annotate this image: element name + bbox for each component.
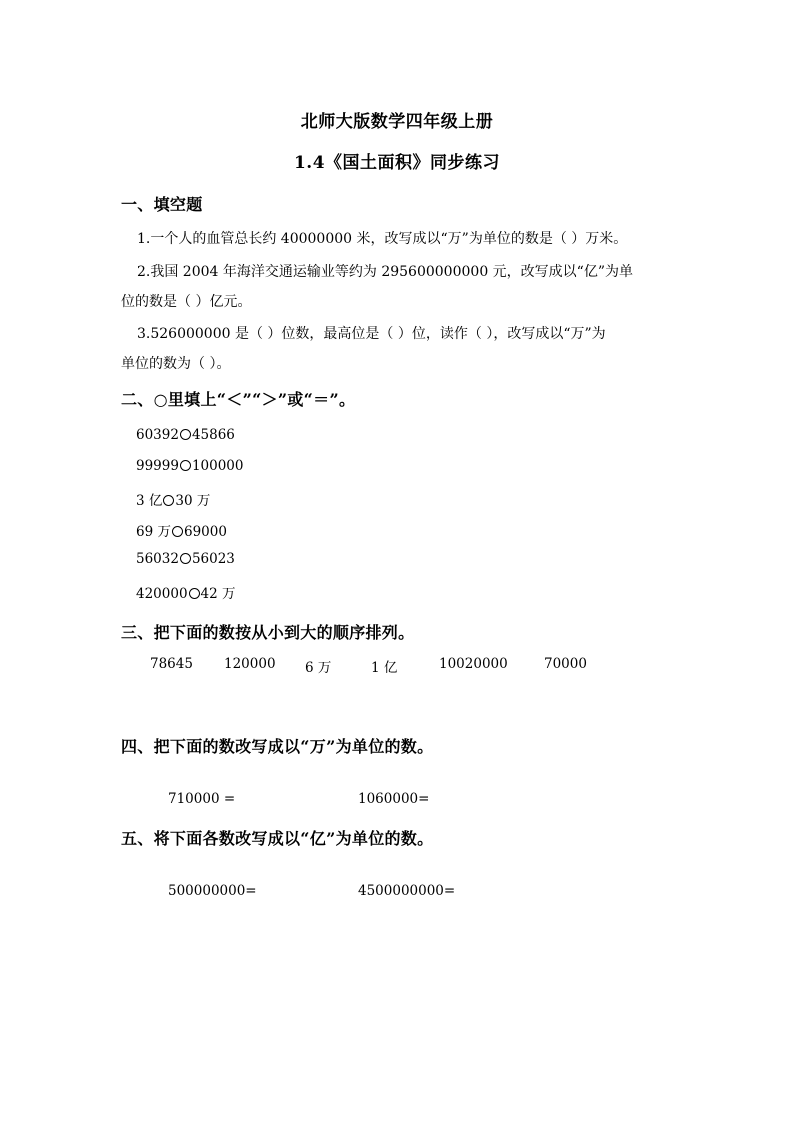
comparison-left: 60392 xyxy=(136,427,179,443)
question-2-line-2: 位的数是（ ）亿元。 xyxy=(121,294,252,310)
document-title: 北师大版数学四年级上册 xyxy=(300,112,494,132)
section-3-heading: 三、把下面的数按从小到大的顺序排列。 xyxy=(121,623,415,642)
number-item: 120000 xyxy=(224,656,276,672)
comparison-left: 99999 xyxy=(136,458,179,474)
rewrite-item: 500000000= xyxy=(168,883,257,899)
rewrite-item: 4500000000= xyxy=(358,883,456,899)
rewrite-item: 710000 = xyxy=(168,791,236,807)
answer-circle-icon[interactable] xyxy=(163,495,174,506)
number-item: 70000 xyxy=(544,656,587,672)
comparison-right: 100000 xyxy=(191,458,244,474)
number-item: 10020000 xyxy=(439,656,508,672)
comparison-left: 69 万 xyxy=(136,524,171,540)
question-1: 1.一个人的血管总长约 40000000 米，改写成以“万”为单位的数是（ ）万米。 xyxy=(137,231,628,247)
question-3-line-1: 3.526000000 是（ ）位数，最高位是（ ）位，读作（ ），改写成以“万”为 xyxy=(137,326,606,342)
comparison-left: 3 亿 xyxy=(136,493,163,509)
comparison-item xyxy=(136,489,210,509)
answer-circle-icon[interactable] xyxy=(180,553,191,564)
comparison-right: 45866 xyxy=(191,427,235,443)
document-subtitle: 1.4《国土面积》同步练习 xyxy=(293,153,501,173)
section-4-heading: 四、把下面的数改写成以“万”为单位的数。 xyxy=(121,737,434,756)
comparison-right: 56023 xyxy=(191,551,235,567)
number-item: 6 万 xyxy=(305,660,332,676)
answer-circle-icon[interactable] xyxy=(172,526,183,537)
comparison-right: 69000 xyxy=(183,524,227,540)
comparison-left: 420000 xyxy=(136,586,188,602)
comparison-item xyxy=(136,582,236,602)
number-item: 1 亿 xyxy=(371,660,398,676)
comparison-left: 56032 xyxy=(136,551,179,567)
comparison-item xyxy=(136,520,227,540)
section-1-heading: 一、填空题 xyxy=(121,195,203,214)
comparison-right: 30 万 xyxy=(175,493,211,509)
answer-circle-icon[interactable] xyxy=(189,588,200,599)
comparison-item xyxy=(136,551,235,567)
section-5-heading: 五、将下面各数改写成以“亿”为单位的数。 xyxy=(121,829,434,848)
section-2-heading: 二、○里填上“＜”“＞”或“＝”。 xyxy=(121,390,356,409)
number-item: 78645 xyxy=(150,656,193,672)
comparison-item xyxy=(136,427,235,443)
comparison-right: 42 万 xyxy=(200,586,236,602)
answer-circle-icon[interactable] xyxy=(180,429,191,440)
question-3-line-2: 单位的数为（ ）。 xyxy=(121,356,231,372)
rewrite-item: 1060000= xyxy=(358,791,430,807)
answer-circle-icon[interactable] xyxy=(180,460,191,471)
comparison-item xyxy=(136,458,244,474)
question-2-line-1: 2.我国 2004 年海洋交通运输业等约为 295600000000 元，改写成以“亿”为单 xyxy=(137,264,633,280)
